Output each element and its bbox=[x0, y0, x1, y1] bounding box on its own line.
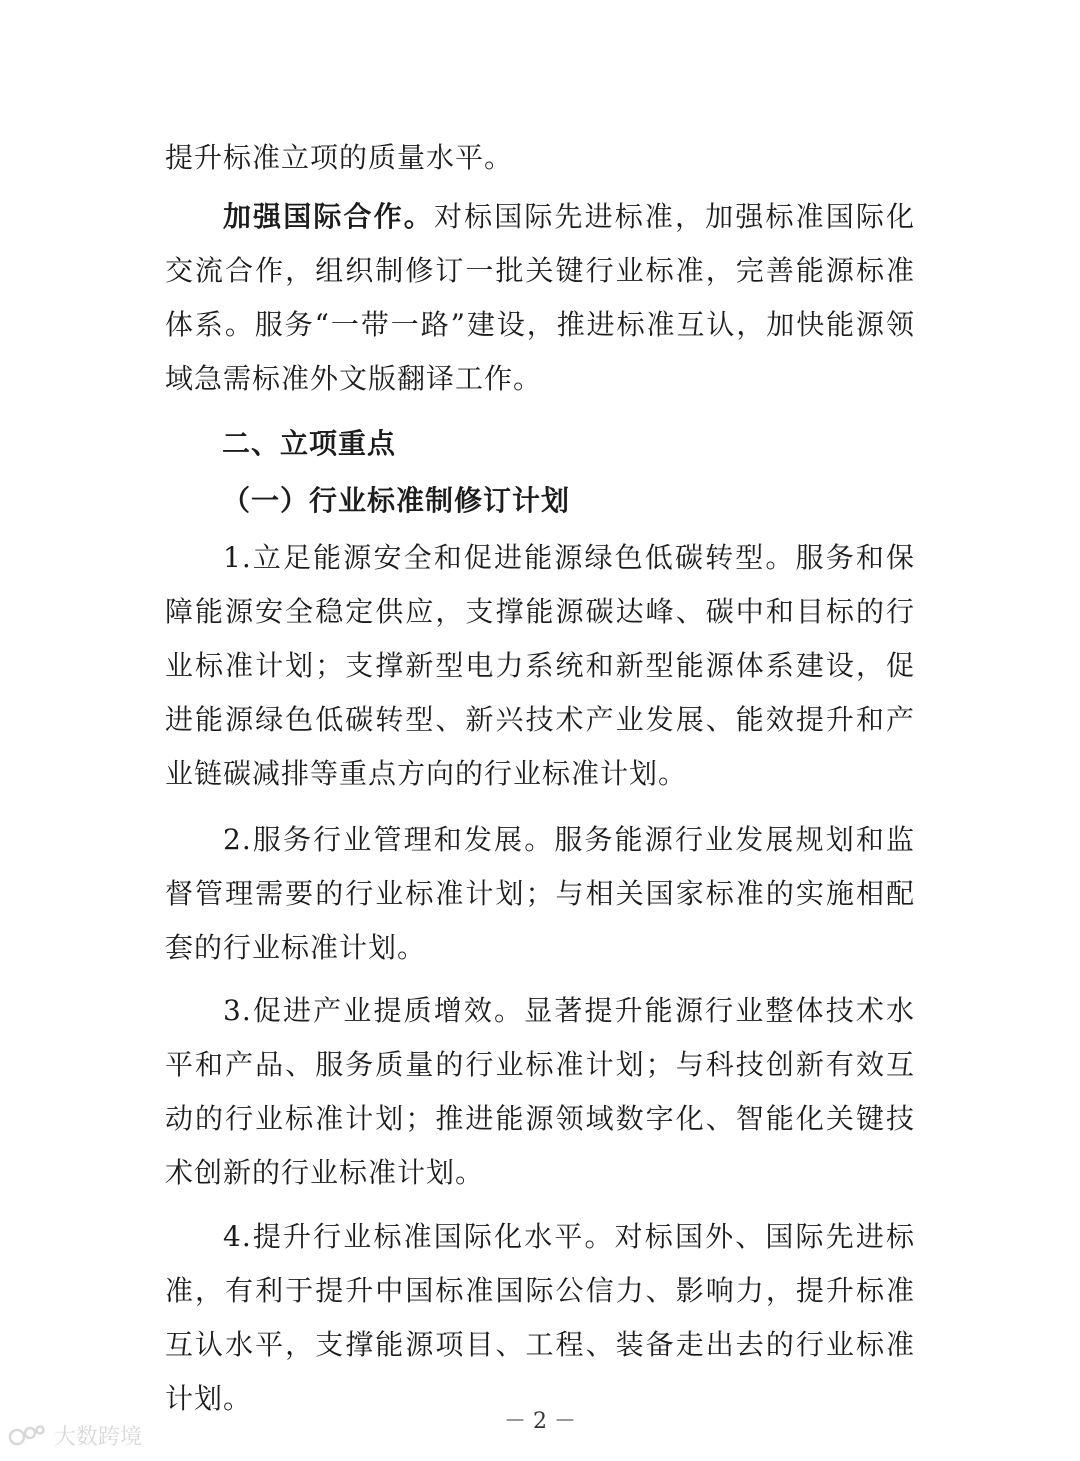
paragraph-lead-international-cooperation: 加强国际合作。 bbox=[223, 200, 434, 233]
watermark-logo-icon bbox=[8, 1421, 48, 1451]
list-item-2: 2.服务行业管理和发展。服务能源行业发展规划和监督管理需要的行业标准计划；与相关国家标准的实施相配套的行业标准计划。 bbox=[165, 823, 915, 964]
list-item-3: 3.促进产业提质增效。显著提升能源行业整体技术水平和产品、服务质量的行业标准计划；与科技创新有效互动的行业标准计划；推进能源领域数字化、智能化关键技术创新的行业标准计划。 bbox=[165, 994, 915, 1189]
subsection-heading-industry-standards: （一）行业标准制修订计划 bbox=[222, 484, 571, 517]
paragraph-international-cooperation bbox=[165, 190, 915, 406]
watermark-text: 大数跨境 bbox=[54, 1425, 143, 1450]
list-item-4: 4.提升行业标准国际化水平。对标国外、国际先进标准，有利于提升中国标准国际公信力、影响力，提升标准互认水平，支撑能源项目、工程、装备走出去的行业标准计划。 bbox=[165, 1220, 915, 1415]
watermark bbox=[8, 1420, 142, 1451]
section-heading-project-focus: 二、立项重点 bbox=[222, 427, 397, 460]
list-item-1: 1.立足能源安全和促进能源绿色低碳转型。服务和保障能源安全稳定供应，支撑能源碳达峰、碳中和目标的行业标准计划；支撑新型电力系统和新型能源体系建设，促进能源绿色低碳转型、新兴技术产业发展、能效提升和产业链碳减排等重点方向的行业标准计划。 bbox=[165, 541, 915, 790]
paragraph-body-international-cooperation: 对标国际先进标准，加强标准国际化交流合作，组织制修订一批关键行业标准，完善能源标准体系。服务“一带一路”建设，推进标准互认，加快能源领域急需标准外文版翻译工作。 bbox=[165, 200, 915, 395]
page-number: － 2 － bbox=[504, 1409, 576, 1434]
paragraph-quality-level: 提升标准立项的质量水平。 bbox=[165, 141, 514, 174]
